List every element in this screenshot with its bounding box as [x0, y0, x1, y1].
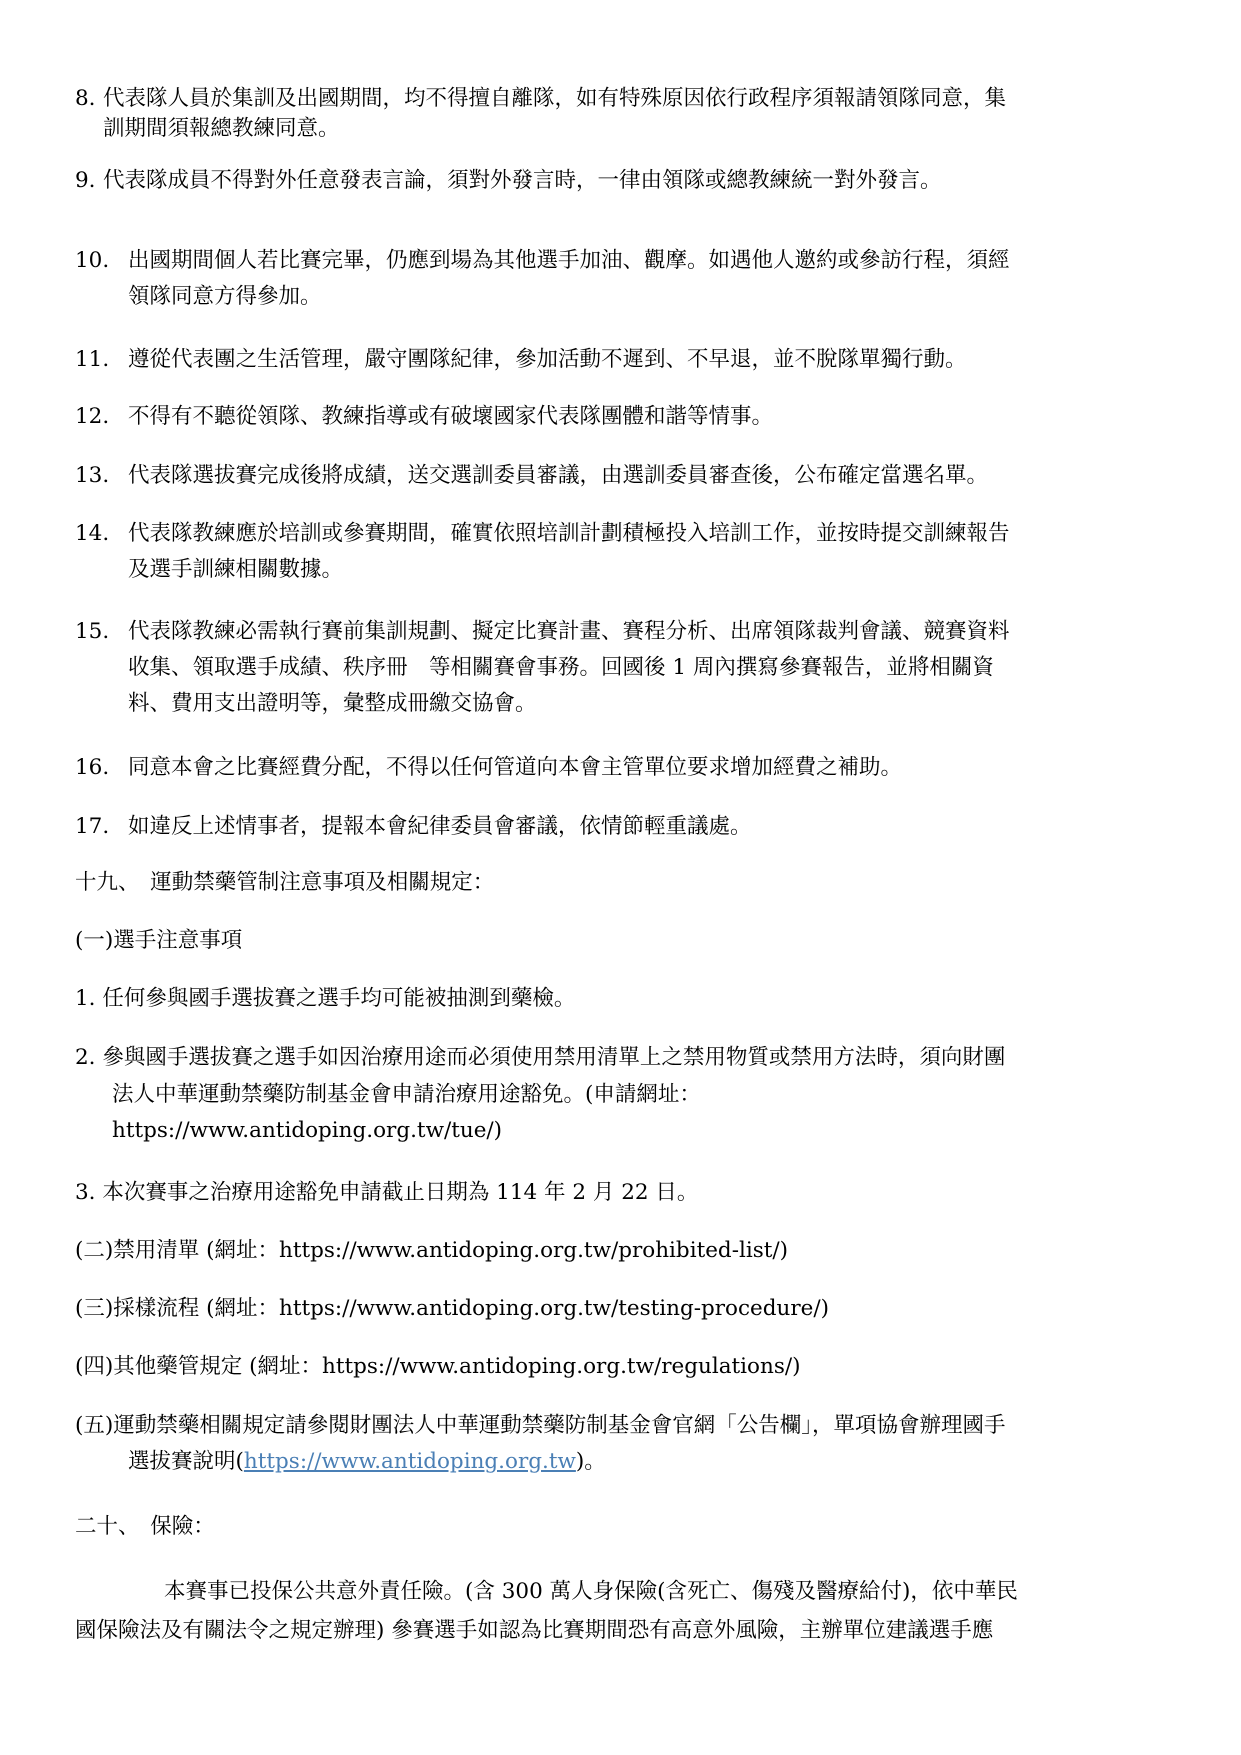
list-item-11: [75, 345, 967, 375]
item-number: 14.: [75, 521, 110, 546]
item-text: 代表隊選拔賽完成後將成績，送交選訓委員審議，由選訓委員審查後，公布確定當選名單。: [128, 463, 989, 488]
section-heading-20: 二十、 保險：: [75, 1514, 215, 1539]
subsection-antidoping-rules-cont: [128, 1447, 606, 1477]
item-number: 16.: [75, 755, 110, 780]
item-text: 遵從代表團之生活管理，嚴守團隊紀律，參加活動不遲到、不早退，並不脫隊單獨行動。: [128, 347, 967, 372]
subsection-testing-procedure: (三)採樣流程 (網址：https://www.antidoping.org.tw/testing-procedure/): [75, 1296, 830, 1321]
item-number: 12.: [75, 404, 110, 429]
list-item-10: [75, 246, 1010, 276]
item-text: 同意本會之比賽經費分配，不得以任何管道向本會主管單位要求增加經費之補助。: [128, 755, 903, 780]
tue-url: https://www.antidoping.org.tw/tue/): [112, 1118, 503, 1143]
subsection-regulations: (四)其他藥管規定 (網址：https://www.antidoping.org.tw/regulations/): [75, 1354, 801, 1379]
subsection-prohibited-list: (二)禁用清單 (網址：https://www.antidoping.org.tw/prohibited-list/): [75, 1238, 789, 1263]
item-number: 15.: [75, 619, 110, 644]
item-text: 代表隊成員不得對外任意發表言論，須對外發言時，一律由領隊或總教練統一對外發言。: [103, 168, 942, 193]
list-item-13: [75, 461, 988, 491]
list-item-9: [75, 166, 942, 196]
insurance-paragraph-cont: 國保險法及有關法令之規定辦理) 參賽選手如認為比賽期間恐有高意外風險，主辦單位建議選手應: [75, 1618, 994, 1643]
subsection-antidoping-rules: (五)運動禁藥相關規定請參閱財團法人中華運動禁藥防制基金會官網「公告欄」，單項協會辦理國手: [75, 1413, 1006, 1438]
item-number: 9.: [75, 168, 96, 193]
item-number: 11.: [75, 347, 110, 372]
item-number: 8.: [75, 86, 96, 111]
item-text: 代表隊人員於集訓及出國期間，均不得擅自離隊，如有特殊原因依行政程序須報請領隊同意，集: [103, 86, 1007, 111]
list-item-15-cont: 收集、領取選手成績、秩序冊 等相關賽會事務。回國後 1 周內撰寫參賽報告，並將相關資: [128, 655, 994, 680]
insurance-paragraph: 本賽事已投保公共意外責任險。(含 300 萬人身保險(含死亡、傷殘及醫療給付)，依中華民: [164, 1579, 1018, 1604]
paragraph-3: 3. 本次賽事之治療用途豁免申請截止日期為 114 年 2 月 22 日。: [75, 1180, 699, 1205]
subsection-athlete-notes: (一)選手注意事項: [75, 928, 243, 953]
list-item-15: [75, 617, 1010, 647]
list-item-14-cont: 及選手訓練相關數據。: [128, 557, 344, 582]
antidoping-link[interactable]: https://www.antidoping.org.tw: [243, 1449, 576, 1474]
list-item-16: [75, 753, 902, 783]
item-number: 13.: [75, 463, 110, 488]
item-number: 17.: [75, 814, 110, 839]
list-item-8-cont: 訓期間須報總教練同意。: [103, 116, 340, 141]
list-item-10-cont: 領隊同意方得參加。: [128, 284, 322, 309]
item-text: 不得有不聽從領隊、教練指導或有破壞國家代表隊團體和諧等情事。: [128, 404, 774, 429]
text-pre-link: 選拔賽說明(: [128, 1449, 244, 1474]
item-text: 代表隊教練必需執行賽前集訓規劃、擬定比賽計畫、賽程分析、出席領隊裁判會議、競賽資料: [128, 619, 1010, 644]
paragraph-1: 1. 任何參與國手選拔賽之選手均可能被抽測到藥檢。: [75, 986, 576, 1011]
paragraph-2: 2. 參與國手選拔賽之選手如因治療用途而必須使用禁用清單上之禁用物質或禁用方法時，須向財團: [75, 1045, 1006, 1070]
list-item-14: [75, 519, 1010, 549]
list-item-12: [75, 402, 773, 432]
item-number: 10.: [75, 248, 110, 273]
item-text: 如違反上述情事者，提報本會紀律委員會審議，依情節輕重議處。: [128, 814, 752, 839]
paragraph-2-cont: 法人中華運動禁藥防制基金會申請治療用途豁免。(申請網址：: [112, 1082, 701, 1107]
section-heading-19: 十九、 運動禁藥管制注意事項及相關規定：: [75, 870, 495, 895]
item-text: 代表隊教練應於培訓或參賽期間，確實依照培訓計劃積極投入培訓工作，並按時提交訓練報告: [128, 521, 1010, 546]
text-post-link: )。: [575, 1449, 606, 1474]
list-item-17: [75, 812, 752, 842]
list-item-15-cont2: 料、費用支出證明等，彙整成冊繳交協會。: [128, 691, 537, 716]
item-text: 出國期間個人若比賽完畢，仍應到場為其他選手加油、觀摩。如遇他人邀約或參訪行程，須經: [128, 248, 1010, 273]
list-item-8: [75, 84, 1006, 114]
